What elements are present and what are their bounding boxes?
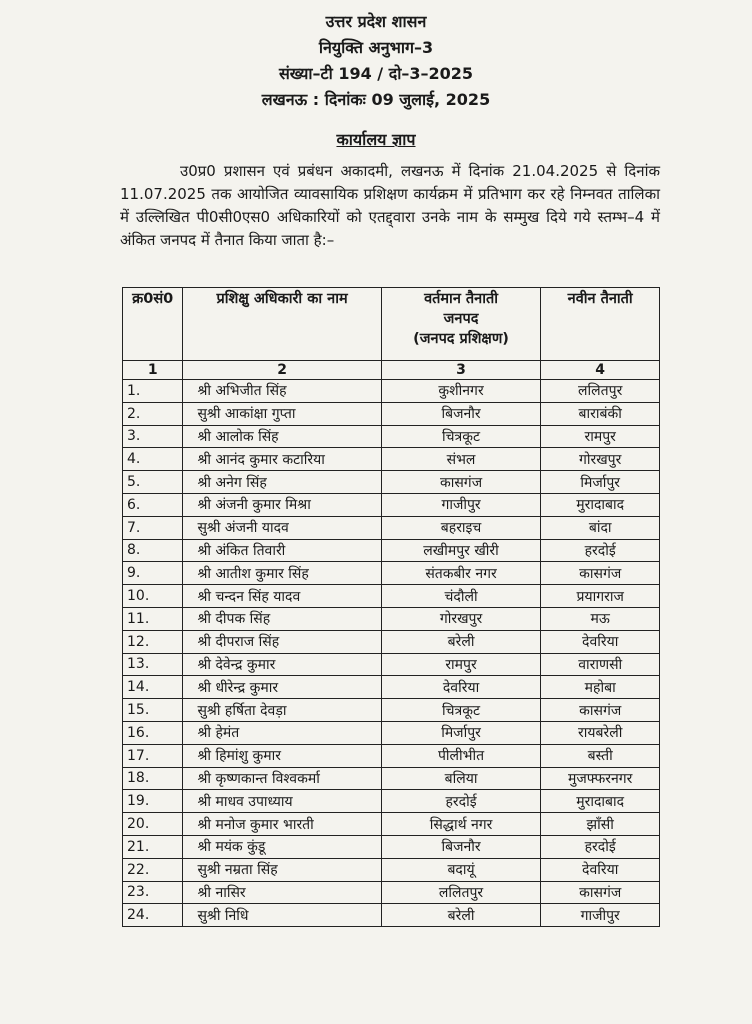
row-serial: 19. xyxy=(123,790,183,813)
row-serial: 21. xyxy=(123,835,183,858)
posting-table xyxy=(122,287,660,927)
row-serial: 14. xyxy=(123,676,183,699)
row-officer-name: श्री देवेन्द्र कुमार xyxy=(183,653,381,676)
row-new-posting: झाँसी xyxy=(541,813,660,836)
row-officer-name: श्री कृष्णकान्त विश्वकर्मा xyxy=(183,767,381,790)
column-number: 3 xyxy=(381,361,541,380)
row-new-posting: मुरादाबाद xyxy=(541,790,660,813)
row-officer-name: सुश्री हर्षिता देवड़ा xyxy=(183,699,381,722)
row-officer-name: श्री मनोज कुमार भारती xyxy=(183,813,381,836)
govt-heading: उत्तर प्रदेश शासन xyxy=(325,12,427,31)
row-officer-name: श्री मयंक कुंडू xyxy=(183,835,381,858)
row-new-posting: बांदा xyxy=(541,516,660,539)
header-current-posting-line2: जनपद xyxy=(443,311,479,327)
row-current-posting: लखीमपुर खीरी xyxy=(381,539,541,562)
table-row xyxy=(123,676,660,699)
row-serial: 2. xyxy=(123,402,183,425)
row-serial: 8. xyxy=(123,539,183,562)
row-current-posting: पीलीभीत xyxy=(381,744,541,767)
row-officer-name: सुश्री अंजनी यादव xyxy=(183,516,381,539)
row-serial: 13. xyxy=(123,653,183,676)
row-current-posting: सिद्धार्थ नगर xyxy=(381,813,541,836)
row-serial: 9. xyxy=(123,562,183,585)
row-officer-name: श्री आतीश कुमार सिंह xyxy=(183,562,381,585)
header-new-posting: नवीन तैनाती xyxy=(541,288,660,361)
row-serial: 4. xyxy=(123,448,183,471)
row-new-posting: बस्ती xyxy=(541,744,660,767)
row-officer-name: श्री अनेग सिंह xyxy=(183,471,381,494)
row-serial: 12. xyxy=(123,630,183,653)
row-new-posting: गोरखपुर xyxy=(541,448,660,471)
row-current-posting: चंदौली xyxy=(381,585,541,608)
table-row xyxy=(123,380,660,403)
table-row xyxy=(123,607,660,630)
row-officer-name: श्री हिमांशु कुमार xyxy=(183,744,381,767)
row-current-posting: बरेली xyxy=(381,904,541,927)
row-officer-name: श्री अंकित तिवारी xyxy=(183,539,381,562)
row-serial: 5. xyxy=(123,471,183,494)
row-current-posting: देवरिया xyxy=(381,676,541,699)
section-heading: नियुक्ति अनुभाग–3 xyxy=(318,38,434,57)
row-serial: 7. xyxy=(123,516,183,539)
row-serial: 20. xyxy=(123,813,183,836)
row-new-posting: मुजफ्फरनगर xyxy=(541,767,660,790)
row-officer-name: श्री नासिर xyxy=(183,881,381,904)
table-row xyxy=(123,539,660,562)
row-new-posting: मुरादाबाद xyxy=(541,493,660,516)
table-row xyxy=(123,767,660,790)
table-row xyxy=(123,699,660,722)
table-row xyxy=(123,585,660,608)
row-serial: 23. xyxy=(123,881,183,904)
place-date: लखनऊ : दिनांकः 09 जुलाई, 2025 xyxy=(261,90,491,109)
row-officer-name: श्री दीपराज सिंह xyxy=(183,630,381,653)
row-officer-name: श्री दीपक सिंह xyxy=(183,607,381,630)
header-current-posting-line3: (जनपद प्रशिक्षण) xyxy=(413,331,509,347)
reference-number: संख्या–टी 194 / दो–3–2025 xyxy=(278,64,474,83)
table-body xyxy=(123,380,660,927)
table-row xyxy=(123,813,660,836)
row-current-posting: बलिया xyxy=(381,767,541,790)
column-number-row xyxy=(123,361,660,380)
row-new-posting: बाराबंकी xyxy=(541,402,660,425)
row-serial: 15. xyxy=(123,699,183,722)
row-new-posting: हरदोई xyxy=(541,539,660,562)
row-current-posting: चित्रकूट xyxy=(381,425,541,448)
column-number: 4 xyxy=(541,361,660,380)
row-officer-name: सुश्री आकांक्षा गुप्ता xyxy=(183,402,381,425)
row-current-posting: बरेली xyxy=(381,630,541,653)
row-current-posting: ललितपुर xyxy=(381,881,541,904)
row-current-posting: चित्रकूट xyxy=(381,699,541,722)
header-officer-name: प्रशिक्षु अधिकारी का नाम xyxy=(183,288,381,361)
row-current-posting: कुशीनगर xyxy=(381,380,541,403)
table-row xyxy=(123,562,660,585)
row-officer-name: श्री आलोक सिंह xyxy=(183,425,381,448)
row-current-posting: हरदोई xyxy=(381,790,541,813)
header-current-posting xyxy=(381,288,541,361)
row-new-posting: रायबरेली xyxy=(541,721,660,744)
row-new-posting: मऊ xyxy=(541,607,660,630)
row-current-posting: गोरखपुर xyxy=(381,607,541,630)
table-row xyxy=(123,721,660,744)
row-current-posting: कासगंज xyxy=(381,471,541,494)
row-current-posting: संभल xyxy=(381,448,541,471)
header-serial: क्र0सं0 xyxy=(123,288,183,361)
memo-paragraph-text: उ0प्र0 प्रशासन एवं प्रबंधन अकादमी, लखनऊ में दिनांक 21.04.2025 से दिनांक 11.07.2025 तक आयोजित व्यावसायिक प्रशिक्षण कार्यक्रम में प्रतिभाग कर रहे निम्नवत तालिका में उल्लिखित पी0सी0एस0 अधिकारियों को एतद्द्वारा उनके नाम के सम्मुख दिये गये स्तम्भ–4 में अंकित जनपद में तैनात किया जाता है:– xyxy=(120,162,660,249)
row-new-posting: प्रयागराज xyxy=(541,585,660,608)
table-row xyxy=(123,790,660,813)
row-officer-name: सुश्री निधि xyxy=(183,904,381,927)
table-row xyxy=(123,516,660,539)
row-serial: 18. xyxy=(123,767,183,790)
row-serial: 16. xyxy=(123,721,183,744)
table-row xyxy=(123,881,660,904)
row-new-posting: कासगंज xyxy=(541,699,660,722)
row-current-posting: रामपुर xyxy=(381,653,541,676)
table-row xyxy=(123,904,660,927)
row-serial: 1. xyxy=(123,380,183,403)
table-row xyxy=(123,630,660,653)
row-current-posting: बदायूं xyxy=(381,858,541,881)
column-number: 1 xyxy=(123,361,183,380)
row-current-posting: मिर्जापुर xyxy=(381,721,541,744)
row-serial: 3. xyxy=(123,425,183,448)
row-current-posting: संतकबीर नगर xyxy=(381,562,541,585)
memo-paragraph xyxy=(120,160,660,252)
table-header-row xyxy=(123,288,660,361)
table-row xyxy=(123,744,660,767)
row-new-posting: कासगंज xyxy=(541,562,660,585)
header-current-posting-line1: वर्तमान तैनाती xyxy=(424,291,498,307)
row-serial: 24. xyxy=(123,904,183,927)
table-row xyxy=(123,858,660,881)
table-row xyxy=(123,493,660,516)
row-new-posting: हरदोई xyxy=(541,835,660,858)
row-serial: 6. xyxy=(123,493,183,516)
row-new-posting: ललितपुर xyxy=(541,380,660,403)
table-row xyxy=(123,835,660,858)
row-current-posting: बिजनौर xyxy=(381,835,541,858)
row-officer-name: श्री अंजनी कुमार मिश्रा xyxy=(183,493,381,516)
row-new-posting: कासगंज xyxy=(541,881,660,904)
table-row xyxy=(123,402,660,425)
row-serial: 10. xyxy=(123,585,183,608)
memo-title-text: कार्यालय ज्ञाप xyxy=(336,130,416,149)
row-officer-name: श्री माधव उपाध्याय xyxy=(183,790,381,813)
row-current-posting: बिजनौर xyxy=(381,402,541,425)
row-officer-name: श्री चन्दन सिंह यादव xyxy=(183,585,381,608)
memo-title xyxy=(0,128,752,150)
table-row xyxy=(123,425,660,448)
row-current-posting: बहराइच xyxy=(381,516,541,539)
row-officer-name: सुश्री नम्रता सिंह xyxy=(183,858,381,881)
row-serial: 11. xyxy=(123,607,183,630)
row-officer-name: श्री धीरेन्द्र कुमार xyxy=(183,676,381,699)
row-new-posting: महोबा xyxy=(541,676,660,699)
column-number: 2 xyxy=(183,361,381,380)
row-serial: 17. xyxy=(123,744,183,767)
table-row xyxy=(123,653,660,676)
row-new-posting: देवरिया xyxy=(541,630,660,653)
row-new-posting: देवरिया xyxy=(541,858,660,881)
row-officer-name: श्री अभिजीत सिंह xyxy=(183,380,381,403)
row-officer-name: श्री आनंद कुमार कटारिया xyxy=(183,448,381,471)
row-new-posting: गाजीपुर xyxy=(541,904,660,927)
row-current-posting: गाजीपुर xyxy=(381,493,541,516)
row-serial: 22. xyxy=(123,858,183,881)
row-new-posting: मिर्जापुर xyxy=(541,471,660,494)
table-row xyxy=(123,471,660,494)
row-officer-name: श्री हेमंत xyxy=(183,721,381,744)
table-row xyxy=(123,448,660,471)
row-new-posting: रामपुर xyxy=(541,425,660,448)
row-new-posting: वाराणसी xyxy=(541,653,660,676)
